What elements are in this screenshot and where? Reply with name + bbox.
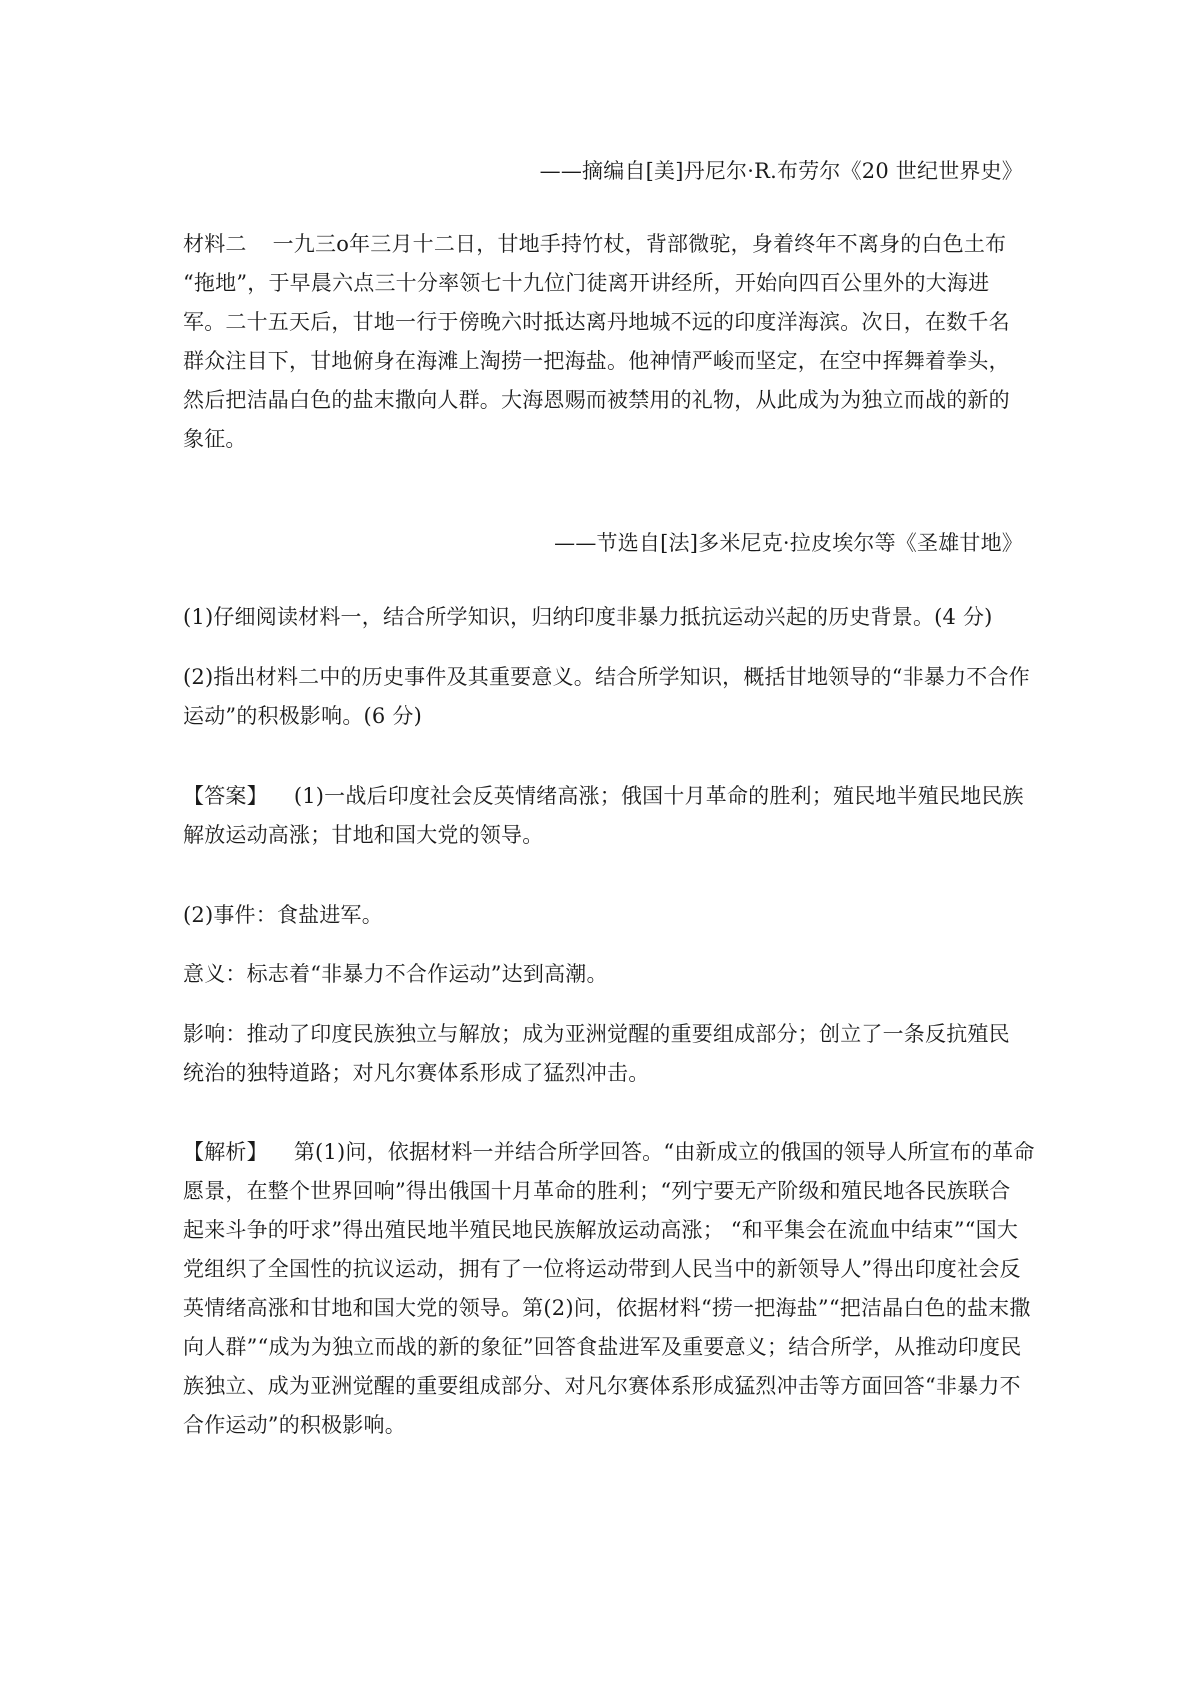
material-2-paragraph [183, 225, 1023, 459]
material-2-label: 材料二 [183, 232, 247, 256]
analysis-line: 党组织了全国性的抗议运动，拥有了一位将运动带到人民当中的新领导人”得出印度社会反 [183, 1257, 1021, 1281]
analysis-line: 【解析】 第(1)问，依据材料一并结合所学回答。“由新成立的俄国的领导人所宣布的革命 [183, 1140, 1035, 1164]
answer-line: 【答案】 (1)一战后印度社会反英情绪高涨；俄国十月革命的胜利；殖民地半殖民地民族 [183, 784, 1024, 808]
analysis-paragraph [183, 1133, 1035, 1445]
analysis-line: 族独立、成为亚洲觉醒的重要组成部分、对凡尔赛体系形成猛烈冲击等方面回答“非暴力不 [183, 1374, 1021, 1398]
answer-impact [183, 1015, 1023, 1093]
material-2-line: 然后把洁晶白色的盐末撒向人群。大海恩赐而被禁用的礼物，从此成为为独立而战的新的 [183, 388, 1010, 412]
source-citation-1-text: ——摘编自[美]丹尼尔·R.布劳尔《20 世纪世界史》 [539, 159, 1023, 183]
analysis-line: 合作运动”的积极影响。 [183, 1413, 406, 1437]
analysis-line: 愿景，在整个世界回响”得出俄国十月革命的胜利；“列宁要无产阶级和殖民地各民族联合 [183, 1179, 1011, 1203]
analysis-line: 英情绪高涨和甘地和国大党的领导。第(2)问，依据材料“捞一把海盐”“把洁晶白色的盐末撒 [183, 1296, 1031, 1320]
answer-event-text: (2)事件：食盐进军。 [183, 903, 383, 927]
analysis-line: 起来斗争的吁求”得出殖民地半殖民地民族解放运动高涨； “和平集会在流血中结束”“国大 [183, 1218, 1019, 1242]
source-citation-2 [183, 524, 1023, 563]
answer-impact-line: 影响：推动了印度民族独立与解放；成为亚洲觉醒的重要组成部分；创立了一条反抗殖民 [183, 1022, 1010, 1046]
material-2-line: 象征。 [183, 427, 247, 451]
question-2 [183, 658, 1030, 736]
source-citation-1 [183, 152, 1023, 191]
analysis-label: 【解析】 [183, 1140, 268, 1164]
analysis-line: 向人群”“成为为独立而战的新的象征”回答食盐进军及重要意义；结合所学，从推动印度民 [183, 1335, 1022, 1359]
material-2-line: 材料二 一九三o年三月十二日，甘地手持竹杖，背部微驼，身着终年不离身的白色土布 [183, 232, 1007, 256]
material-2-line: “拖地”，于早晨六点三十分率领七十九位门徒离开讲经所，开始向四百公里外的大海进 [183, 271, 990, 295]
question-1-text: (1)仔细阅读材料一，结合所学知识，归纳印度非暴力抵抗运动兴起的历史背景。(4 分) [183, 605, 993, 629]
answer-meaning [183, 955, 1023, 994]
source-citation-2-text: ——节选自[法]多米尼克·拉皮埃尔等《圣雄甘地》 [554, 531, 1023, 555]
question-2-line: (2)指出材料二中的历史事件及其重要意义。结合所学知识，概括甘地领导的“非暴力不合作 [183, 665, 1030, 689]
material-2-line: 军。二十五天后，甘地一行于傍晚六时抵达离丹地城不远的印度洋海滨。次日，在数千名 [183, 310, 1010, 334]
answer-event [183, 896, 1023, 935]
material-2-line: 群众注目下，甘地俯身在海滩上淘捞一把海盐。他神情严峻而坚定，在空中挥舞着拳头， [183, 349, 1010, 373]
answer-part-1 [183, 777, 1023, 855]
question-1 [183, 598, 1023, 637]
answer-label: 【答案】 [183, 784, 268, 808]
answer-meaning-text: 意义：标志着“非暴力不合作运动”达到高潮。 [183, 962, 608, 986]
answer-impact-line: 统治的独特道路；对凡尔赛体系形成了猛烈冲击。 [183, 1061, 650, 1085]
question-2-line: 运动”的积极影响。(6 分) [183, 704, 422, 728]
answer-line: 解放运动高涨；甘地和国大党的领导。 [183, 823, 544, 847]
